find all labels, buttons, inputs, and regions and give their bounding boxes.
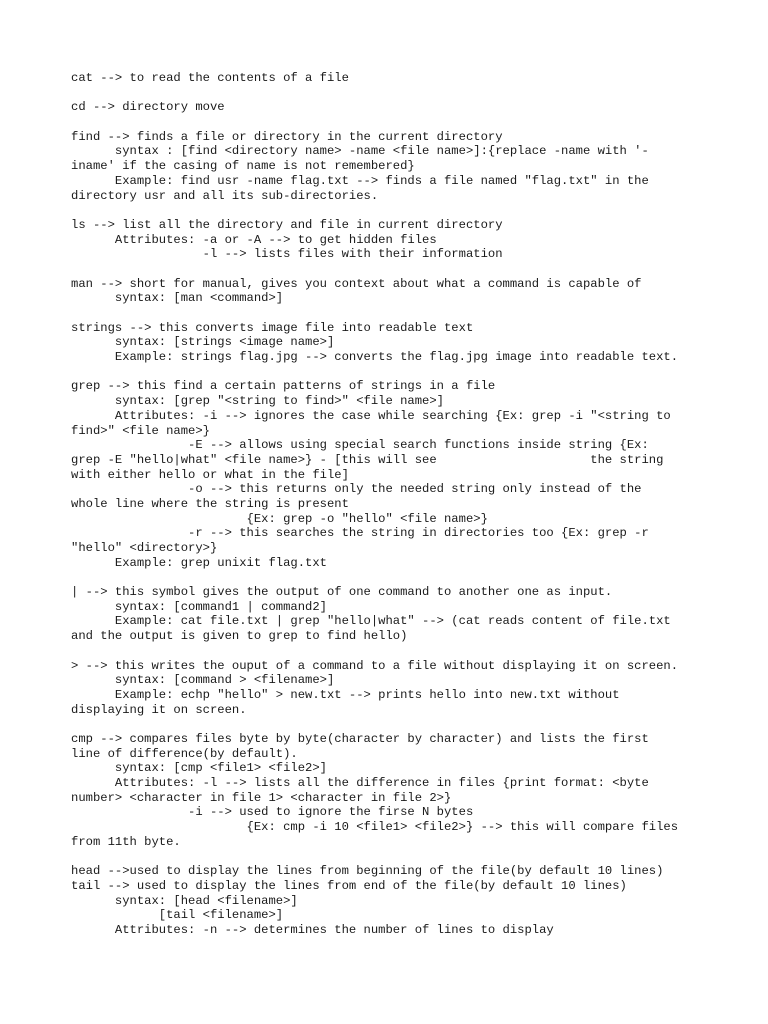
text-line: man --> short for manual, gives you context about what a command is capable of — [71, 276, 642, 291]
text-line: number> <character in file 1> <character in file 2>} — [71, 790, 452, 805]
text-line: Example: cat file.txt | grep "hello|what" --> (cat reads content of file.txt — [71, 614, 671, 629]
text-line: cat --> to read the contents of a file — [71, 71, 349, 85]
text-block — [71, 100, 728, 115]
text-line: syntax: [cmp <file1> <file2>] — [71, 761, 327, 776]
text-block — [71, 71, 728, 86]
text-line: displaying it on screen. — [71, 702, 247, 717]
text-block — [71, 321, 728, 365]
text-line: Attributes: -a or -A --> to get hidden files — [71, 232, 437, 247]
text-line: grep -E "hello|what" <file name>} - [this will see the string — [71, 452, 664, 467]
text-line: [tail <filename>] — [71, 908, 284, 923]
text-line: grep --> this find a certain patterns of strings in a file — [71, 379, 496, 394]
blank-line — [71, 849, 728, 864]
blank-line — [71, 365, 728, 380]
text-block — [71, 277, 728, 306]
text-line: Example: find usr -name flag.txt --> finds a file named "flag.txt" in the — [71, 173, 649, 188]
text-line: find>" <file name>} — [71, 423, 210, 438]
blank-line — [71, 644, 728, 659]
text-block — [71, 218, 728, 262]
text-line: syntax: [grep "<string to find>" <file name>] — [71, 394, 444, 409]
text-line: -E --> allows using special search functions inside string {Ex: — [71, 438, 649, 453]
text-line: {Ex: cmp -i 10 <file1> <file2>} --> this will compare files — [71, 820, 679, 835]
text-line: and the output is given to grep to find hello) — [71, 629, 408, 644]
text-line: syntax: [strings <image name>] — [71, 335, 335, 350]
text-block — [71, 659, 728, 718]
text-line: from 11th byte. — [71, 834, 181, 849]
text-line: syntax: [command > <filename>] — [71, 673, 335, 688]
text-line: whole line where the string is present — [71, 496, 349, 511]
text-line: Example: echp "hello" > new.txt --> prints hello into new.txt without — [71, 687, 620, 702]
text-block — [71, 732, 728, 850]
text-line: tail --> used to display the lines from end of the file(by default 10 lines) — [71, 878, 627, 893]
text-line: "hello" <directory>} — [71, 541, 218, 555]
text-line: cd --> directory move — [71, 100, 225, 115]
text-line: syntax: [command1 | command2] — [71, 599, 327, 614]
text-line: syntax: [man <command>] — [71, 291, 284, 306]
text-line: iname' if the casing of name is not remembered} — [71, 159, 415, 174]
blank-line — [71, 262, 728, 277]
text-block — [71, 585, 728, 644]
text-line: {Ex: grep -o "hello" <file name>} — [71, 511, 488, 526]
text-line: -l --> lists files with their information — [71, 247, 503, 262]
text-block — [71, 864, 728, 937]
text-line: Attributes: -l --> lists all the difference in files {print format: <byte — [71, 776, 649, 790]
blank-line — [71, 717, 728, 732]
text-line: | --> this symbol gives the output of one command to another one as input. — [71, 585, 613, 600]
text-line: > --> this writes the ouput of a command to a file without displaying it on screen. — [71, 658, 679, 673]
text-line: Attributes: -n --> determines the number of lines to display — [71, 922, 554, 937]
blank-line — [71, 306, 728, 321]
text-line: -r --> this searches the string in directories too {Ex: grep -r — [71, 526, 649, 541]
text-line: cmp --> compares files byte by byte(character by character) and lists the first — [71, 731, 649, 746]
text-line: Example: grep unixit flag.txt — [71, 555, 327, 570]
text-line: strings --> this converts image file into readable text — [71, 320, 474, 335]
text-line: directory usr and all its sub-directories. — [71, 188, 379, 203]
text-line: syntax : [find <directory name> -name <file name>]:{replace -name with '- — [71, 144, 649, 159]
text-line: with either hello or what in the file] — [71, 467, 349, 482]
text-line: Attributes: -i --> ignores the case while searching {Ex: grep -i "<string to — [71, 408, 671, 423]
text-block — [71, 379, 728, 570]
text-block — [71, 130, 728, 203]
text-line: -i --> used to ignore the firse N bytes — [71, 805, 474, 820]
text-line: -o --> this returns only the needed string only instead of the — [71, 482, 642, 497]
text-line: ls --> list all the directory and file in current directory — [71, 217, 503, 232]
text-line: line of difference(by default). — [71, 746, 298, 761]
text-line: syntax: [head <filename>] — [71, 893, 298, 908]
text-line: find --> finds a file or directory in the current directory — [71, 129, 503, 144]
blank-line — [71, 570, 728, 585]
blank-line — [71, 115, 728, 130]
text-line: head -->used to display the lines from beginning of the file(by default 10 lines) — [71, 864, 664, 879]
blank-line — [71, 86, 728, 101]
blank-line — [71, 203, 728, 218]
text-line: Example: strings flag.jpg --> converts the flag.jpg image into readable text. — [71, 350, 679, 365]
document-body — [71, 71, 728, 938]
